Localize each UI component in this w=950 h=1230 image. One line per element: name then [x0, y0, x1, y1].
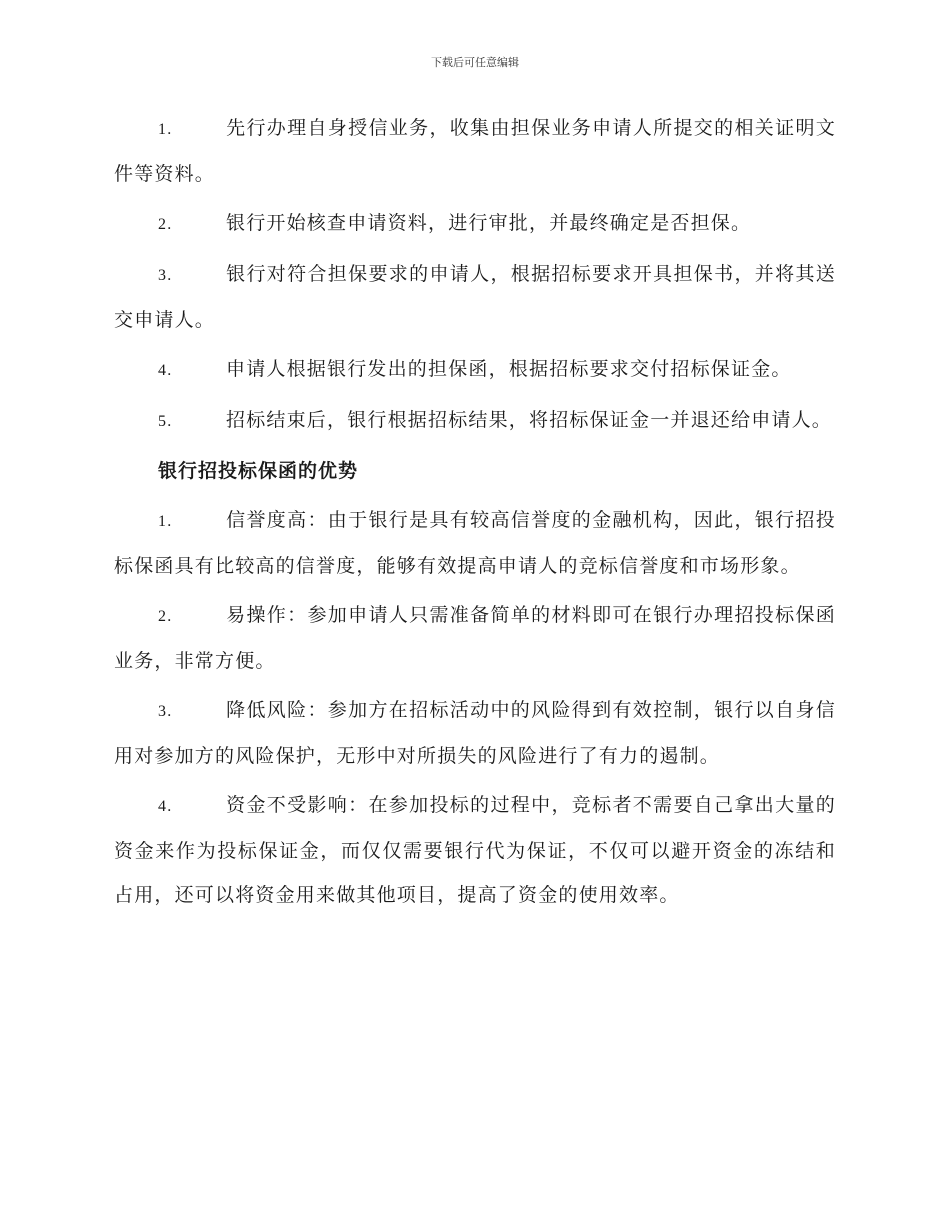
list-item — [114, 688, 836, 778]
list-number: 3. — [158, 703, 173, 720]
list-item — [114, 398, 836, 444]
list-item — [114, 783, 836, 917]
list-number: 3. — [158, 267, 173, 284]
list-number: 1. — [158, 513, 173, 530]
list-number: 2. — [158, 608, 173, 625]
list-item — [114, 252, 836, 342]
list-item — [114, 347, 836, 393]
list-text: 信誉度高：由于银行是具有较高信誉度的金融机构，因此，银行招投标保函具有比较高的信誉度，能够有效提高申请人的竞标信誉度和市场形象。 — [114, 509, 836, 577]
list-number: 4. — [158, 362, 173, 379]
list-text: 易操作：参加申请人只需准备简单的材料即可在银行办理招投标保函业务，非常方便。 — [114, 604, 836, 672]
document-body — [114, 106, 836, 922]
list-text: 招标结束后，银行根据招标结果，将招标保证金一并退还给申请人。 — [226, 409, 833, 431]
list-item — [114, 498, 836, 588]
list-number: 1. — [158, 121, 173, 138]
page-header: 下载后可任意编辑 — [431, 56, 519, 69]
list-number: 5. — [158, 413, 173, 430]
list-item — [114, 593, 836, 683]
list-text: 银行开始核查申请资料，进行审批，并最终确定是否担保。 — [226, 212, 752, 234]
list-text: 申请人根据银行发出的担保函，根据招标要求交付招标保证金。 — [226, 358, 792, 380]
list-number: 2. — [158, 216, 173, 233]
list-text: 银行对符合担保要求的申请人，根据招标要求开具担保书，并将其送交申请人。 — [114, 263, 836, 331]
section-heading: 银行招投标保函的优势 — [158, 460, 359, 482]
list-text: 资金不受影响：在参加投标的过程中，竞标者不需要自己拿出大量的资金来作为投标保证金，而仅仅需要银行代为保证，不仅可以避开资金的冻结和占用，还可以将资金用来做其他项目，提高了资金的使用效率。 — [114, 794, 836, 906]
list-item — [114, 201, 836, 247]
list-text: 先行办理自身授信业务，收集由担保业务申请人所提交的相关证明文件等资料。 — [114, 117, 836, 185]
list-text: 降低风险：参加方在招标活动中的风险得到有效控制，银行以自身信用对参加方的风险保护，无形中对所损失的风险进行了有力的遏制。 — [114, 699, 836, 767]
list-number: 4. — [158, 798, 173, 815]
list-item — [114, 106, 836, 196]
